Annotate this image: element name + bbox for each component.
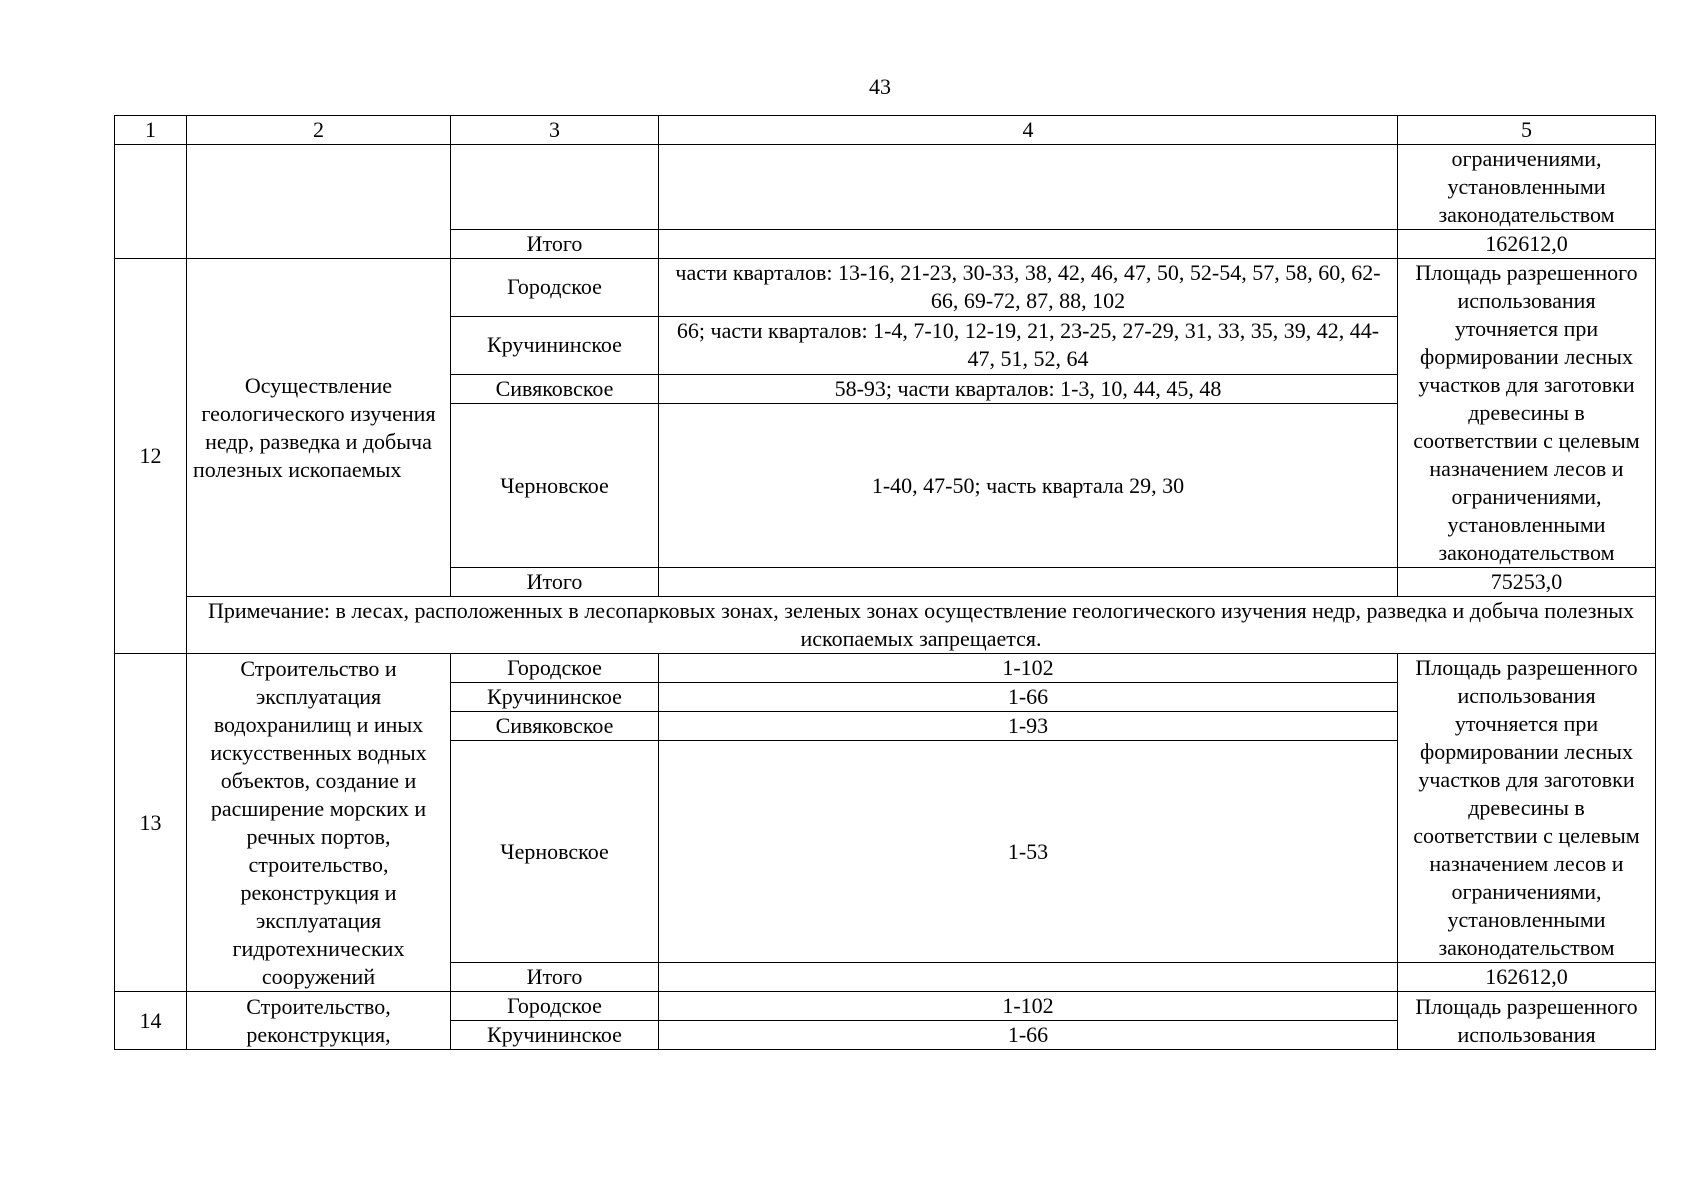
activity-cell: Осуществление геологического изучения недр, разведка и добыча полезных ископаемых	[187, 259, 451, 597]
header-cell: 5	[1398, 116, 1656, 145]
header-cell: 1	[115, 116, 187, 145]
quarters-cell: 1-40, 47-50; часть квартала 29, 30	[659, 404, 1398, 568]
activity-cell: Строительство, реконструкция,	[187, 992, 451, 1050]
quarters-cell: 1-93	[659, 712, 1398, 741]
quarters-cell: 1-66	[659, 1021, 1398, 1050]
row-number: 14	[115, 992, 187, 1050]
total-value: 162612,0	[1398, 963, 1656, 992]
forestry-cell: Кручининское	[451, 1021, 659, 1050]
table-row	[115, 259, 1656, 317]
note-cell: ограничениями, установленными законодательством	[1398, 145, 1656, 230]
quarters-cell: 1-66	[659, 683, 1398, 712]
row-number: 13	[115, 654, 187, 992]
quarters-cell	[659, 145, 1398, 230]
row-number: 12	[115, 259, 187, 654]
quarters-cell: 66; части кварталов: 1-4, 7-10, 12-19, 21, 23-25, 27-29, 31, 33, 35, 39, 42, 44-47, 51, 52, 64	[659, 316, 1398, 374]
page-number: 43	[869, 74, 891, 99]
forestry-cell: Городское	[451, 992, 659, 1021]
total-label: Итого	[451, 568, 659, 597]
total-empty	[659, 963, 1398, 992]
total-label: Итого	[451, 963, 659, 992]
quarters-cell: части кварталов: 13-16, 21-23, 30-33, 38, 42, 46, 47, 50, 52-54, 57, 58, 60, 62-66, 69-72, 87, 88, 102	[659, 259, 1398, 317]
forestry-cell: Черновское	[451, 741, 659, 963]
quarters-cell: 1-102	[659, 992, 1398, 1021]
table-row	[115, 992, 1656, 1021]
header-cell: 2	[187, 116, 451, 145]
total-empty	[659, 568, 1398, 597]
note-cell: Площадь разрешенного использования уточняется при формировании лесных участков для заготовки древесины в соответствии с целевым назначением лесов и ограничениями, установленными законодательством	[1398, 654, 1656, 963]
forestry-cell: Сивяковское	[451, 374, 659, 403]
header-cell: 4	[659, 116, 1398, 145]
total-value: 162612,0	[1398, 230, 1656, 259]
quarters-cell: 1-53	[659, 741, 1398, 963]
quarters-cell: 58-93; части кварталов: 1-3, 10, 44, 45, 48	[659, 374, 1398, 403]
total-empty	[659, 230, 1398, 259]
row-number	[115, 145, 187, 259]
forestry-cell: Сивяковское	[451, 712, 659, 741]
remark-row	[115, 597, 1656, 654]
remark-text: Примечание: в лесах, расположенных в лесопарковых зонах, зеленых зонах осуществление геологического изучения недр, разведка и добыча полезных ископаемых запрещается.	[187, 597, 1656, 654]
total-label: Итого	[451, 230, 659, 259]
table-row	[115, 145, 1656, 230]
table-row	[115, 654, 1656, 683]
forestry-cell: Городское	[451, 654, 659, 683]
forestry-cell: Городское	[451, 259, 659, 317]
activity-cell: Строительство и эксплуатация водохранилищ и иных искусственных водных объектов, создание и расширение морских и речных портов, строительство, реконструкция и эксплуатация гидротехнических сооружений	[187, 654, 451, 992]
quarters-cell: 1-102	[659, 654, 1398, 683]
header-cell: 3	[451, 116, 659, 145]
note-cell: Площадь разрешенного использования	[1398, 992, 1656, 1050]
forest-use-table	[114, 115, 1656, 1050]
total-value: 75253,0	[1398, 568, 1656, 597]
forestry-cell: Кручининское	[451, 316, 659, 374]
forestry-cell	[451, 145, 659, 230]
activity-cell	[187, 145, 451, 259]
note-cell: Площадь разрешенного использования уточняется при формировании лесных участков для заготовки древесины в соответствии с целевым назначением лесов и ограничениями, установленными законодательством	[1398, 259, 1656, 568]
forestry-cell: Кручининское	[451, 683, 659, 712]
forestry-cell: Черновское	[451, 404, 659, 568]
table-header-row	[115, 116, 1656, 145]
